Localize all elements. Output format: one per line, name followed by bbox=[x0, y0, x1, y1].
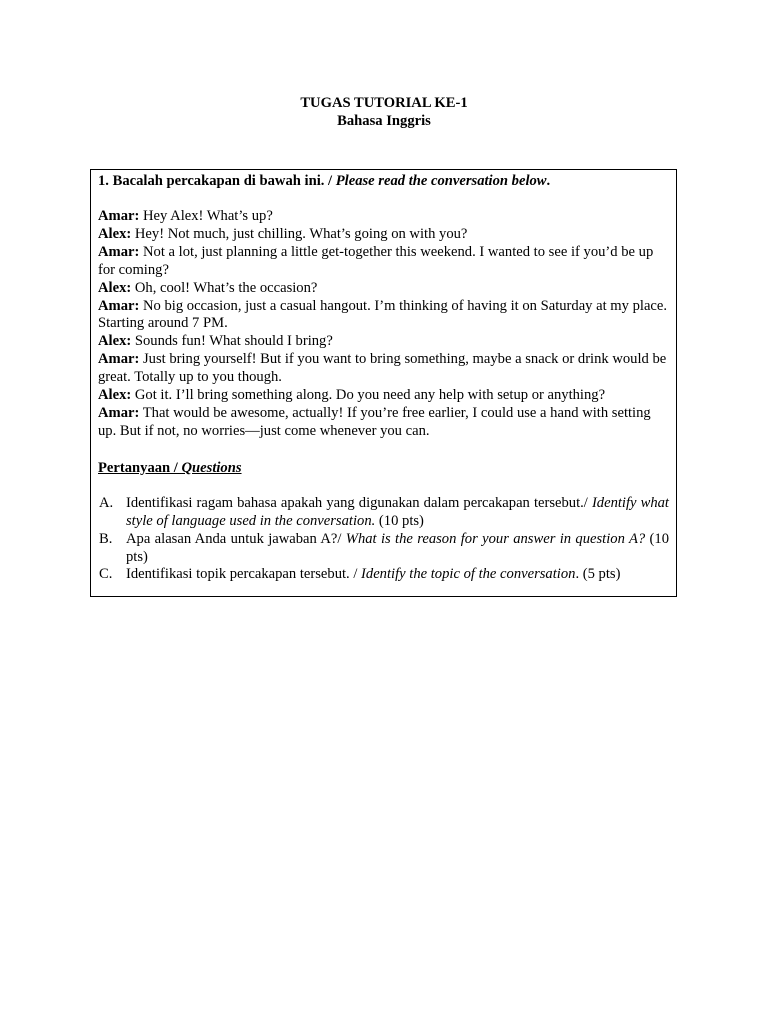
question-item bbox=[98, 566, 669, 584]
question-text bbox=[126, 566, 669, 584]
line-text: Hey Alex! What’s up? bbox=[139, 208, 273, 224]
line-text: Got it. I’ll bring something along. Do you need any help with setup or anything? bbox=[131, 387, 606, 404]
question-text-id: Identifikasi topik percakapan tersebut. / bbox=[126, 566, 362, 583]
speaker-name: Amar: bbox=[98, 243, 140, 260]
conversation-line bbox=[98, 208, 669, 226]
speaker-name: Alex: bbox=[98, 279, 132, 296]
instruction-end: . bbox=[546, 173, 551, 189]
question-item bbox=[98, 495, 669, 531]
line-text: No big occasion, just a casual hangout. I’m thinking of having it on Saturday at my place. Starting around 7 PM. bbox=[98, 297, 668, 332]
instruction-label-id: 1. Bacalah percakapan di bawah ini. / bbox=[98, 173, 336, 189]
question-text bbox=[126, 495, 669, 531]
questions-heading-en: Questions bbox=[181, 459, 242, 476]
questions-heading-id: Pertanyaan / bbox=[98, 459, 182, 476]
line-text: That would be awesome, actually! If you’re free earlier, I could use a hand with setting up. But if not, no worries—just come whenever you can. bbox=[98, 404, 651, 439]
conversation-line bbox=[98, 244, 669, 280]
questions-heading bbox=[98, 459, 669, 477]
speaker-name: Amar: bbox=[98, 208, 140, 224]
line-text: Not a lot, just planning a little get-together this weekend. I wanted to see if you’d be up for coming? bbox=[98, 243, 654, 278]
conversation-line bbox=[98, 405, 669, 441]
line-text: Just bring yourself! But if you want to bring something, maybe a snack or drink would be great. Totally up to you though. bbox=[98, 351, 667, 386]
question-list bbox=[98, 495, 669, 585]
question-text-en: Identify the topic of the conversation bbox=[361, 566, 576, 583]
speaker-name: Alex: bbox=[98, 225, 132, 242]
question-letter: C. bbox=[99, 566, 113, 583]
speaker-name: Amar: bbox=[98, 404, 140, 421]
assignment-box bbox=[90, 169, 677, 597]
line-text: Hey! Not much, just chilling. What’s going on with you? bbox=[131, 225, 468, 242]
speaker-name: Amar: bbox=[98, 351, 140, 368]
conversation-line bbox=[98, 387, 669, 405]
line-text: Sounds fun! What should I bring? bbox=[131, 333, 333, 350]
question-text-en: What is the reason for your answer in question A? bbox=[345, 530, 646, 547]
question-letter: B. bbox=[99, 530, 113, 547]
question-points: . (5 pts) bbox=[575, 566, 621, 583]
conversation-line bbox=[98, 351, 669, 387]
question-text-id: Apa alasan Anda untuk jawaban A?/ bbox=[126, 530, 346, 547]
speaker-name: Alex: bbox=[98, 387, 132, 404]
speaker-name: Amar: bbox=[98, 297, 140, 314]
speaker-name: Alex: bbox=[98, 333, 132, 350]
instruction-label-en: Please read the conversation below bbox=[335, 173, 547, 189]
question-letter: A. bbox=[99, 494, 114, 511]
document-title: TUGAS TUTORIAL KE-1 bbox=[300, 95, 468, 111]
conversation bbox=[98, 208, 669, 441]
question-text bbox=[126, 531, 669, 567]
question-points: (10 pts) bbox=[375, 512, 424, 529]
question-points: (10 pts) bbox=[126, 530, 669, 565]
conversation-line bbox=[98, 280, 669, 298]
question-text-id: Identifikasi ragam bahasa apakah yang digunakan dalam percakapan tersebut./ bbox=[126, 494, 592, 511]
document-header bbox=[0, 94, 768, 130]
line-text: Oh, cool! What’s the occasion? bbox=[131, 279, 318, 296]
conversation-line bbox=[98, 298, 669, 334]
question-text-en: Identify what style of language used in the conversation. bbox=[126, 494, 669, 529]
instruction bbox=[98, 172, 669, 190]
question-item bbox=[98, 531, 669, 567]
document-subtitle: Bahasa Inggris bbox=[337, 113, 431, 129]
conversation-line bbox=[98, 333, 669, 351]
conversation-line bbox=[98, 226, 669, 244]
